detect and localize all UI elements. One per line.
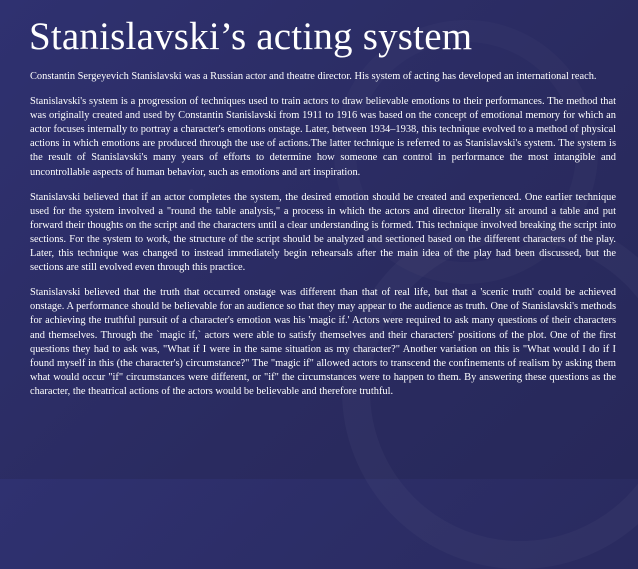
slide-body (30, 70, 616, 410)
paragraph-system-overview: Stanislavski's system is a progression of techniques used to train actors to draw believable emotions to their performances. The method that was originally created and used by Constantin Stanislavski from 1911 to 1916 was based on the concept of emotional memory for which an actor focuses internally to portray a character's emotions onstage. Later, between 1934–1938, this technique evolved to a method of physical actions in which emotions are produced through the use of actions.The latter technique is referred to as Stanislavski's system. The system is the result of Stanislavski's many years of efforts to determine how someone can control in performance the most intangible and uncontrollable aspects of human behavior, such as emotions and art inspiration. (30, 96, 616, 178)
slide-title: Stanislavski’s acting system (29, 15, 473, 58)
paragraph-intro: Constantin Sergeyevich Stanislavski was a Russian actor and theatre director. His system of acting has developed an international reach. (30, 71, 597, 82)
paragraph-table-analysis: Stanislavski believed that if an actor completes the system, the desired emotion should be created and experienced. One earlier technique used for the system involved a "round the table analysis," a process in which the actors and director literally sit around a table and put forward their thoughts on the script and the characters until a clear understanding is formed. This technique involved breaking the script into sections. For the system to work, the structure of the script should be analyzed and sectioned based on the different characters of the play. Later, this technique was changed to instead immediately begin rehearsals after the main idea of the play had been discussed, but the sections are still evolved even through this practice. (30, 191, 616, 274)
paragraph-magic-if: Stanislavski believed that the truth that occurred onstage was different than that of real life, but that a 'scenic truth' could be achieved onstage. A performance should be believable for an audience so that they may appear to the audience as truth. One of Stanislavski's methods for achieving the truthful pursuit of a character's emotion was his 'magic if.' Actors were required to ask many questions of their characters and themselves. Through the `magic if,` actors were able to satisfy themselves and their characters' positions of the plot. One of the first questions they had to ask was, "What if I were in the same situation as my character?" Another variation on this is "What would I do if I found myself in this (the character's) circumstance?" The "magic if" allowed actors to transcend the confinements of realism by asking them what would occur "if" circumstances were different, or "if" the circumstances were to happen to them. By answering these questions as the character, the theatrical actions of the actors would be believable and therefore truthful. (30, 287, 616, 397)
